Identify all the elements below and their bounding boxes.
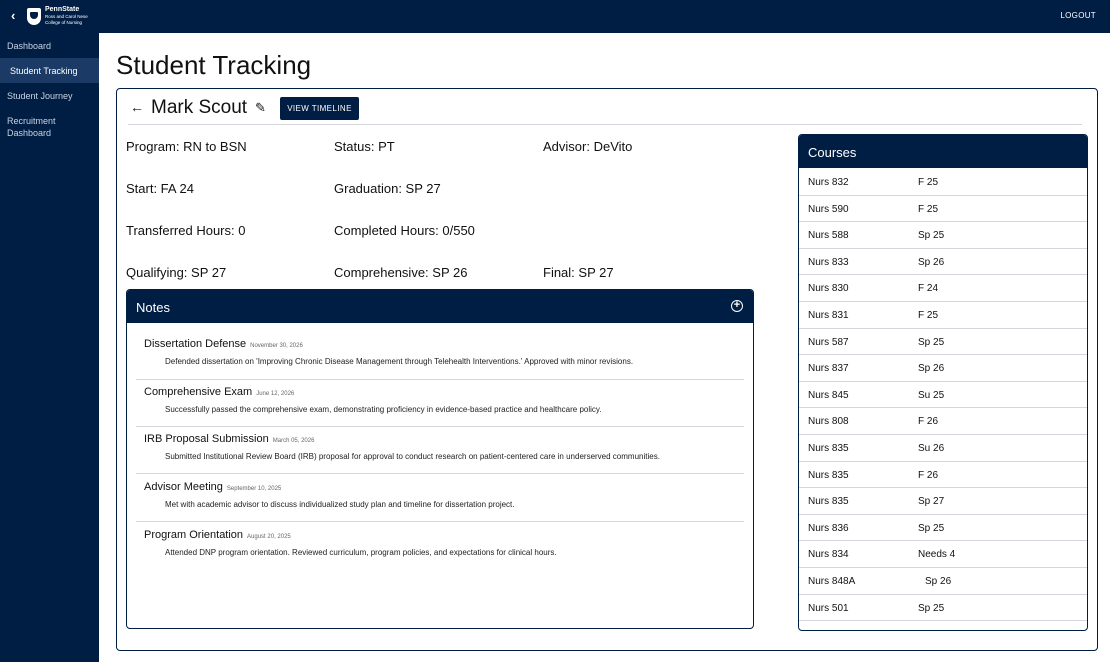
course-row <box>799 568 1087 595</box>
note-body: Met with academic advisor to discuss individualized study plan and timeline for dissertation project. <box>165 500 515 509</box>
course-term: Sp 25 <box>918 230 945 242</box>
note-body: Submitted Institutional Review Board (IRB) proposal for approval to conduct research on patient-centered care in underserved communities. <box>165 452 660 461</box>
note-item <box>136 338 744 380</box>
course-row <box>799 595 1087 622</box>
completed-hours-field: Completed Hours: 0/550 <box>334 223 475 238</box>
course-row <box>799 435 1087 462</box>
course-term: F 26 <box>918 469 939 481</box>
course-name: Nurs 845 <box>808 389 849 401</box>
course-name: Nurs 836 <box>808 522 849 534</box>
student-card <box>116 88 1098 651</box>
qualifying-field: Qualifying: SP 27 <box>126 265 227 280</box>
course-row <box>799 196 1087 223</box>
course-term: F 24 <box>918 283 939 295</box>
status-field: Status: PT <box>334 139 395 154</box>
logout-button[interactable]: LOGOUT <box>1060 11 1096 20</box>
course-row <box>799 355 1087 382</box>
course-row <box>799 382 1087 409</box>
arrow-left-icon[interactable]: ← <box>130 99 144 115</box>
chevron-left-icon[interactable]: ‹ <box>11 8 16 23</box>
course-name: Nurs 833 <box>808 256 849 268</box>
note-item <box>136 481 744 522</box>
top-navbar <box>0 0 1110 33</box>
course-row <box>799 249 1087 276</box>
notes-panel <box>126 289 754 629</box>
sidebar-item-student-tracking[interactable]: Student Tracking <box>0 58 99 83</box>
page-title: Student Tracking <box>116 50 312 80</box>
note-item <box>136 529 744 570</box>
sidebar <box>0 33 99 662</box>
course-name: Nurs 835 <box>808 469 849 481</box>
course-row <box>799 488 1087 515</box>
comprehensive-field: Comprehensive: SP 26 <box>334 265 468 280</box>
note-date: September 10, 2025 <box>226 486 282 492</box>
note-title: IRB Proposal Submission <box>144 433 269 445</box>
note-title: Comprehensive Exam <box>144 386 253 398</box>
note-item <box>136 386 744 427</box>
sidebar-item-recruitment-dashboard[interactable]: Recruitment Dashboard <box>7 116 56 138</box>
course-term: F 26 <box>918 416 939 428</box>
student-name: Mark Scout <box>151 97 248 118</box>
note-title: Dissertation Defense <box>144 338 247 350</box>
course-term: Sp 26 <box>918 256 945 268</box>
logo-line-2: Ross and Carol Nese <box>45 14 88 19</box>
course-name: Nurs 835 <box>808 443 849 454</box>
note-body: Successfully passed the comprehensive exam, demonstrating proficiency in evidence-based practice and healthcare policy. <box>165 405 602 414</box>
course-term: Sp 25 <box>918 336 945 348</box>
note-date: June 12, 2026 <box>256 391 295 397</box>
course-row <box>799 462 1087 489</box>
note-date: November 30, 2026 <box>250 343 303 349</box>
program-field: Program: RN to BSN <box>126 139 247 154</box>
course-name: Nurs 830 <box>808 283 849 295</box>
logo-line-1: PennState <box>45 6 80 13</box>
course-term: Sp 27 <box>918 496 945 508</box>
note-item <box>136 433 744 474</box>
course-name: Nurs 808 <box>808 416 849 428</box>
note-title: Program Orientation <box>144 529 244 541</box>
course-row <box>799 302 1087 329</box>
graduation-field: Graduation: SP 27 <box>334 181 441 196</box>
add-note-icon[interactable]: + <box>731 300 743 312</box>
notes-title: Notes <box>136 300 170 315</box>
course-term: Sp 25 <box>918 602 945 614</box>
logo-line-3: College of Nursing <box>45 20 83 25</box>
course-term: Sp 26 <box>925 576 952 587</box>
course-term: F 25 <box>918 177 939 188</box>
advisor-field: Advisor: DeVito <box>543 139 633 154</box>
notes-header <box>127 290 753 323</box>
course-name: Nurs 835 <box>808 496 849 508</box>
course-name: Nurs 587 <box>808 336 849 348</box>
sidebar-item-dashboard[interactable]: Dashboard <box>7 41 52 51</box>
note-body: Defended dissertation on 'Improving Chronic Disease Management through Telehealth Interventions.' Approved with minor revisions. <box>165 357 634 366</box>
course-term: Su 26 <box>918 443 945 454</box>
final-field: Final: SP 27 <box>543 265 614 280</box>
course-name: Nurs 848A <box>808 576 856 587</box>
course-name: Nurs 834 <box>808 549 849 561</box>
course-row <box>799 222 1087 249</box>
note-title: Advisor Meeting <box>144 481 223 493</box>
courses-panel <box>798 134 1088 631</box>
course-term: F 25 <box>918 203 939 215</box>
course-row <box>799 275 1087 302</box>
course-name: Nurs 590 <box>808 203 849 215</box>
shield-icon <box>27 8 41 25</box>
course-row <box>799 408 1087 435</box>
start-field: Start: FA 24 <box>126 181 194 196</box>
view-timeline-button[interactable]: VIEW TIMELINE <box>280 97 359 120</box>
course-row <box>799 515 1087 542</box>
note-date: August 20, 2025 <box>247 534 291 540</box>
courses-header: Courses <box>799 135 1087 168</box>
pennstate-logo <box>27 5 88 27</box>
course-name: Nurs 837 <box>808 363 849 375</box>
course-name: Nurs 831 <box>808 310 849 321</box>
course-term: Sp 25 <box>918 522 945 534</box>
course-term: Needs 4 <box>918 549 956 561</box>
course-name: Nurs 588 <box>808 230 849 242</box>
course-name: Nurs 832 <box>808 177 849 188</box>
note-body: Attended DNP program orientation. Reviewed curriculum, program policies, and expectations for clinical hours. <box>165 548 557 557</box>
sidebar-item-student-journey[interactable]: Student Journey <box>7 91 73 101</box>
course-term: F 25 <box>918 310 939 321</box>
course-term: Sp 26 <box>918 363 945 375</box>
course-name: Nurs 501 <box>808 602 849 614</box>
course-term: Su 25 <box>918 389 945 401</box>
student-header <box>128 95 1082 125</box>
transferred-hours-field: Transferred Hours: 0 <box>126 223 246 238</box>
note-date: March 05, 2026 <box>272 438 315 444</box>
course-row <box>799 169 1087 196</box>
course-row <box>799 541 1087 568</box>
pencil-icon[interactable]: ✎ <box>255 100 266 115</box>
course-row <box>799 329 1087 356</box>
